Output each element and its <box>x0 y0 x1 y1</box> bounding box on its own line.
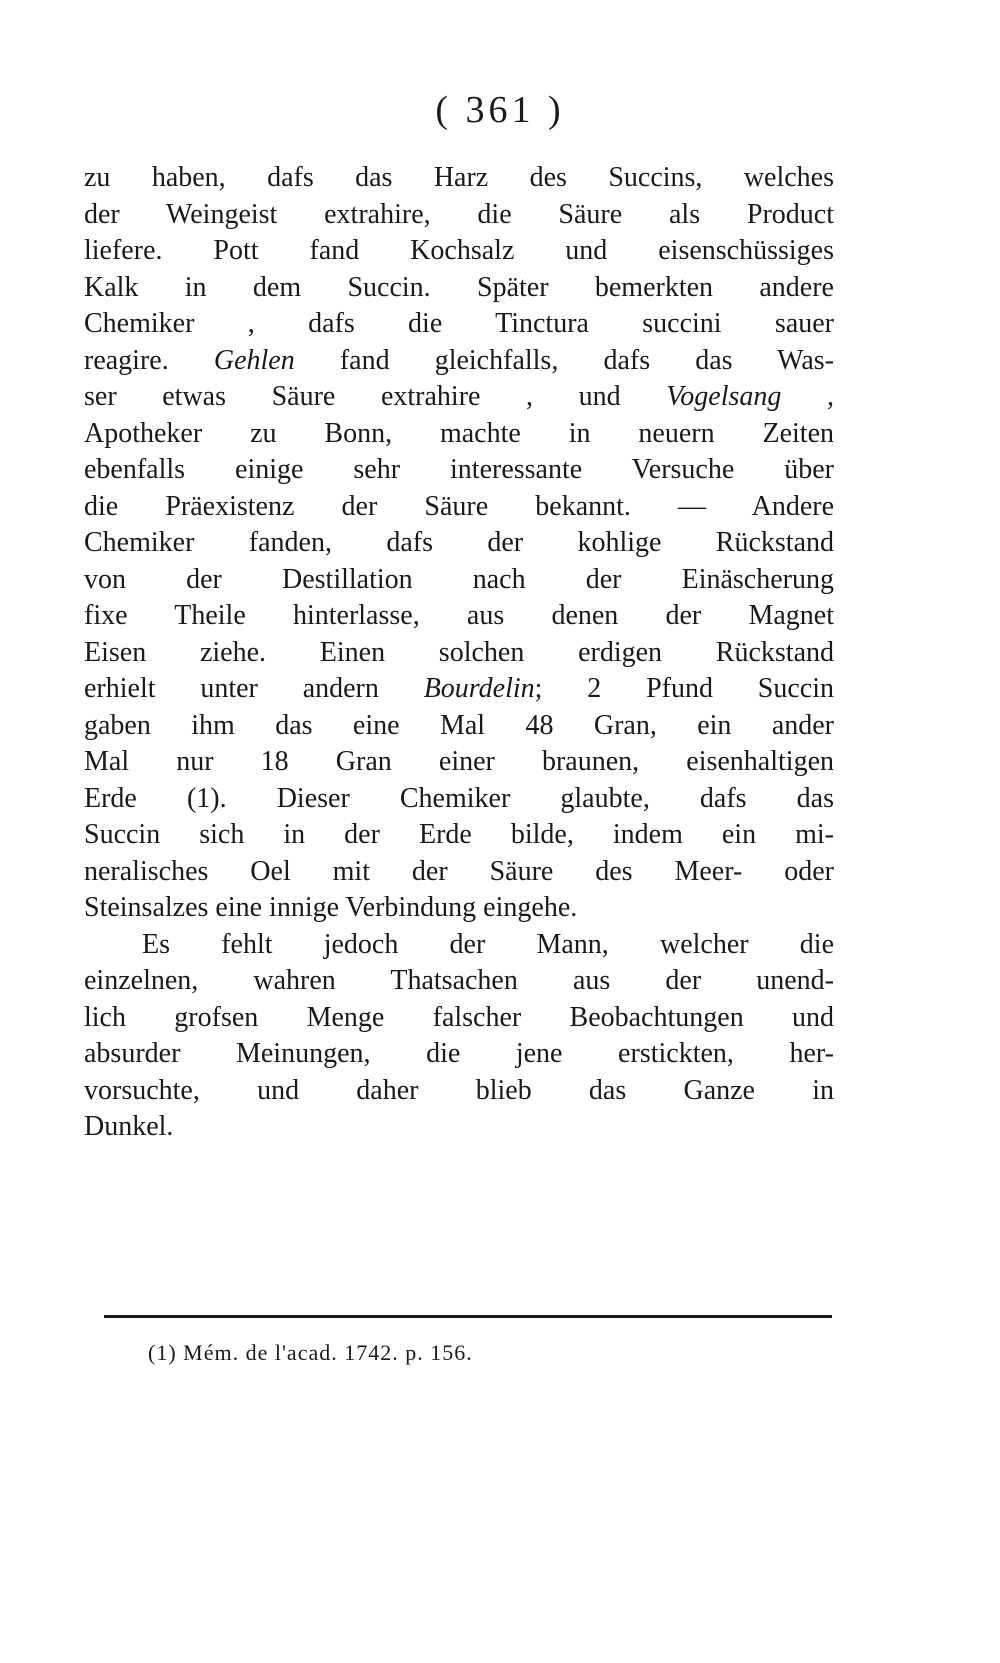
italic-name: Gehlen <box>213 344 295 376</box>
italic-name: Bourdelin <box>423 673 535 704</box>
text-line: Chemiker fanden, dafs der kohlige Rückstand <box>84 527 834 558</box>
italic-name: Vogelsang <box>666 381 782 412</box>
text-line: lich grofsen Menge falscher Beobachtungen und <box>84 1001 834 1033</box>
text-line: reagire. Gehlen fand gleichfalls, dafs das Was- <box>84 344 834 376</box>
text-line: Kalk in dem Succin. Später bemerkten andere <box>84 271 834 303</box>
paragraph-1 <box>84 160 834 927</box>
text-line: liefere. Pott fand Kochsalz und eisenschüssiges <box>84 235 834 266</box>
text-line: einzelnen, wahren Thatsachen aus der unend- <box>84 965 834 996</box>
text-line: Eisen ziehe. Einen solchen erdigen Rückstand <box>84 636 834 668</box>
text-line: erhielt unter andern Bourdelin; 2 Pfund Succin <box>84 673 834 704</box>
text-line: Dunkel. <box>84 1111 174 1142</box>
text-line: gaben ihm das eine Mal 48 Gran, ein ander <box>84 709 834 741</box>
text-line: ser etwas Säure extrahire , und Vogelsang , <box>84 381 834 412</box>
text-line: fixe Theile hinterlasse, aus denen der Magnet <box>84 600 834 631</box>
text-line: Succin sich in der Erde bilde, indem ein mi- <box>84 819 834 850</box>
text-line: Es fehlt jedoch der Mann, welcher die <box>142 928 834 960</box>
footnote: (1) Mém. de l'acad. 1742. p. 156. <box>148 1340 473 1365</box>
text-line: der Weingeist extrahire, die Säure als Product <box>84 198 834 230</box>
text-line: Chemiker , dafs die Tinctura succini sauer <box>84 308 834 339</box>
text-line: Apotheker zu Bonn, machte in neuern Zeiten <box>84 417 834 449</box>
text-line: ebenfalls einige sehr interessante Versuche über <box>84 454 834 485</box>
text-line: die Präexistenz der Säure bekannt. — Andere <box>84 490 834 522</box>
text-line: Mal nur 18 Gran einer braunen, eisenhaltigen <box>84 746 834 777</box>
text-line: neralisches Oel mit der Säure des Meer- oder <box>84 855 834 887</box>
text-line: zu haben, dafs das Harz des Succins, welches <box>84 162 834 193</box>
text-line: absurder Meinungen, die jene erstickten, her- <box>84 1038 834 1069</box>
text-line: von der Destillation nach der Einäscherung <box>84 563 834 595</box>
text-line: vorsuchte, und daher blieb das Ganze in <box>84 1074 834 1106</box>
text-line: Erde (1). Dieser Chemiker glaubte, dafs das <box>84 782 834 814</box>
paragraph-2 <box>84 927 834 1146</box>
body-text <box>84 160 834 1146</box>
footnote-divider <box>104 1315 832 1318</box>
text-line: Steinsalzes eine innige Verbindung eingehe. <box>84 892 578 923</box>
page-number: ( 361 ) <box>435 89 565 131</box>
